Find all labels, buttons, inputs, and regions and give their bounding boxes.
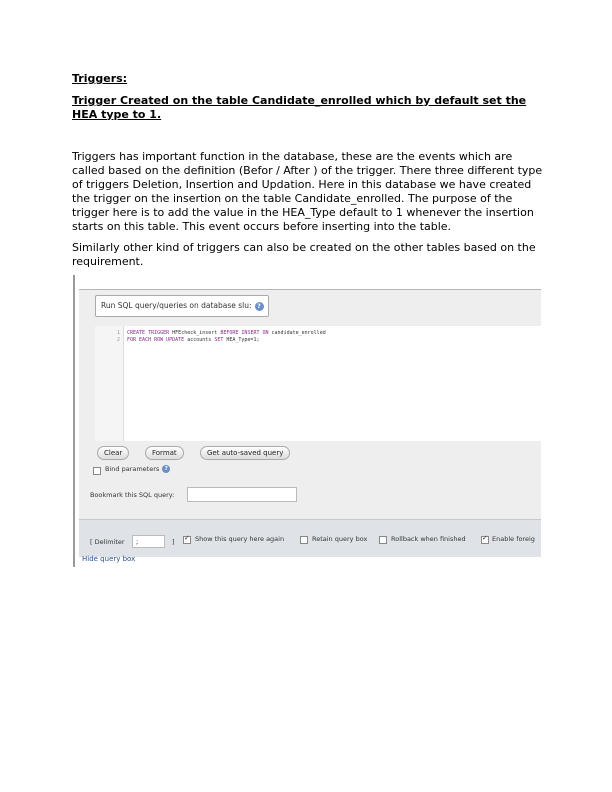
legend-text: Run SQL query/queries on database slu: [101, 301, 252, 310]
sql-query-screenshot [73, 275, 541, 567]
left-border [73, 275, 75, 567]
delimiter-input[interactable]: ; [132, 535, 165, 548]
bookmark-label: Bookmark this SQL query: [90, 491, 175, 499]
line-number-gutter [95, 326, 124, 441]
sql-text: accounts [184, 337, 215, 343]
section-heading: Triggers: [72, 72, 128, 85]
help-icon[interactable]: ? [255, 302, 264, 311]
sql-keyword: CREATE TRIGGER [127, 330, 170, 336]
query-options-bar [79, 520, 541, 557]
clear-button[interactable]: Clear [97, 446, 129, 460]
sql-keyword: BEFORE INSERT ON [220, 330, 269, 336]
line-number: 1 [116, 330, 120, 336]
sql-query-panel [79, 289, 541, 557]
sql-text: HEA_Type=1; [223, 337, 260, 343]
format-button[interactable]: Format [145, 446, 184, 460]
delimiter-label: [ Delimiter [90, 538, 125, 546]
line-number: 2 [116, 337, 120, 343]
rollback-checkbox[interactable] [379, 536, 387, 544]
rollback-label: Rollback when finished [391, 535, 466, 543]
bind-parameters-label [105, 465, 170, 473]
bind-parameters-checkbox[interactable] [93, 467, 101, 475]
code-line-1[interactable] [127, 330, 326, 336]
enable-foreign-keys-checkbox[interactable] [481, 536, 489, 544]
retain-query-box-label: Retain query box [312, 535, 368, 543]
get-auto-saved-query-button[interactable]: Get auto-saved query [200, 446, 290, 460]
delimiter-close-bracket: ] [172, 538, 175, 546]
body-paragraph-1: Triggers has important function in the database, these are the events which are called based on the definition (Befor / After ) of the trigger. There three different type of triggers Deletion, Insertion and Updation. Here in this database we have created the trigger on the insertion on the table Candidate_enrolled. The purpose of the trigger here is to add the value in the HEA_Type default to 1 whenever the insertion starts on this table. This event occurs before inserting into the table. [72, 150, 543, 233]
sql-text: HFEcheck_insert [169, 330, 221, 336]
sql-text: candidate_enrolled [268, 330, 326, 336]
hide-query-box-link[interactable]: Hide query box [82, 555, 136, 563]
sql-keyword: FOR EACH ROW UPDATE [127, 337, 185, 343]
sql-keyword: SET [214, 337, 224, 343]
enable-foreign-keys-label: Enable foreig [492, 535, 535, 543]
bookmark-input[interactable] [187, 487, 297, 502]
help-icon[interactable]: ? [162, 465, 170, 473]
section-subheading: Trigger Created on the table Candidate_enrolled which by default set the HEA type to 1. [72, 94, 527, 121]
sql-editor[interactable] [95, 326, 541, 441]
show-query-again-checkbox[interactable] [183, 536, 191, 544]
bind-parameters-text: Bind parameters [105, 465, 160, 473]
retain-query-box-checkbox[interactable] [300, 536, 308, 544]
query-box-legend [95, 295, 269, 317]
code-line-2[interactable] [127, 337, 259, 343]
body-paragraph-2: Similarly other kind of triggers can also be created on the other tables based on the requirement. [72, 241, 536, 268]
show-query-again-label: Show this query here again [195, 535, 285, 543]
